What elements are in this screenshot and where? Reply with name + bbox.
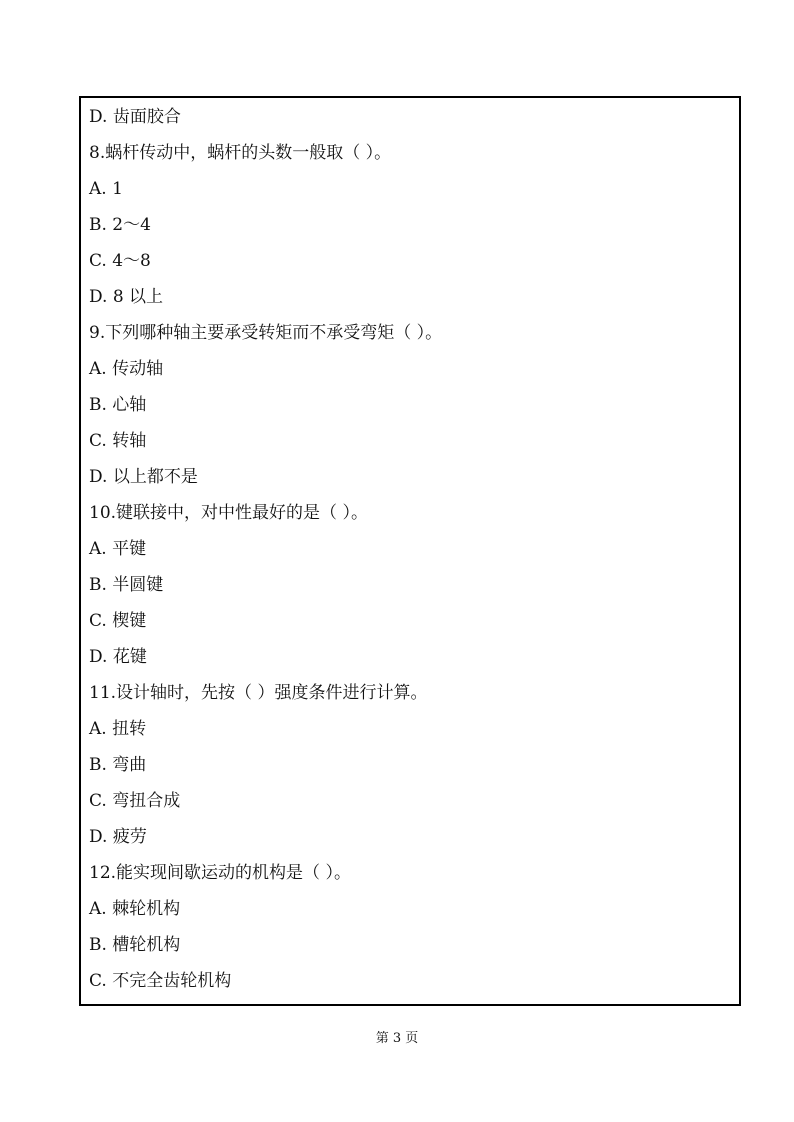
option-line: A. 1: [89, 179, 123, 199]
option-line: A. 平键: [89, 539, 147, 559]
question-frame: [79, 96, 741, 1006]
question-line: 12.能实现间歇运动的机构是（ ）。: [89, 863, 351, 883]
question-line: 11.设计轴时，先按（ ）强度条件进行计算。: [89, 683, 428, 703]
option-line: C. 转轴: [89, 431, 147, 451]
option-line: B. 半圆键: [89, 575, 164, 595]
option-line: C. 不完全齿轮机构: [89, 971, 232, 991]
option-line: B. 弯曲: [89, 755, 147, 775]
option-line: C. 4～8: [89, 251, 151, 271]
option-line: B. 2～4: [89, 215, 151, 235]
option-line: D. 疲劳: [89, 827, 147, 847]
page-number: 第 3 页: [375, 1031, 419, 1046]
question-line: 8.蜗杆传动中，蜗杆的头数一般取（ ）。: [89, 143, 392, 163]
option-line: D. 8 以上: [89, 287, 164, 307]
option-line: D. 齿面胶合: [89, 107, 181, 127]
question-line: 9.下列哪种轴主要承受转矩而不承受弯矩（ ）。: [89, 323, 443, 343]
option-line: B. 心轴: [89, 395, 147, 415]
option-line: D. 以上都不是: [89, 467, 198, 487]
question-line: 10.键联接中，对中性最好的是（ ）。: [89, 503, 368, 523]
option-line: A. 棘轮机构: [89, 899, 181, 919]
option-line: C. 弯扭合成: [89, 791, 181, 811]
option-line: A. 传动轴: [89, 359, 164, 379]
option-line: D. 花键: [89, 647, 147, 667]
option-line: A. 扭转: [89, 719, 147, 739]
option-line: B. 槽轮机构: [89, 935, 181, 955]
option-line: C. 楔键: [89, 611, 147, 631]
